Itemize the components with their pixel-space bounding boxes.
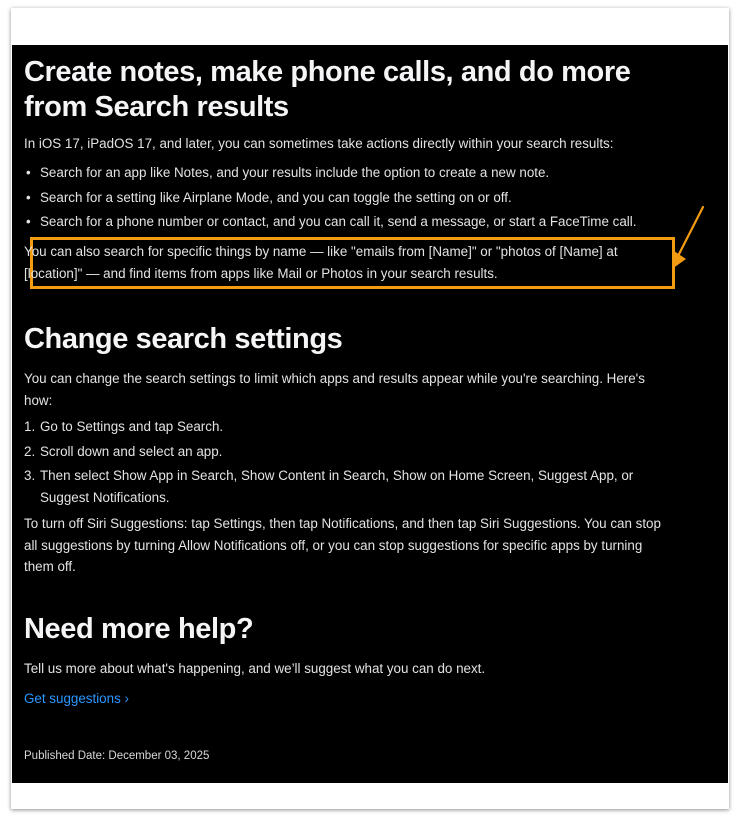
intro-paragraph: In iOS 17, iPadOS 17, and later, you can sometimes take actions directly within your search results: [24, 136, 614, 151]
bullet-marker: • [26, 189, 31, 205]
list-item [24, 416, 674, 438]
arrow-down-left-icon [672, 205, 727, 275]
actions-bullet-list [24, 162, 674, 236]
list-item-text: Search for a phone number or contact, and you can call it, send a message, or start a FaceTime call. [40, 214, 637, 229]
step-text: Then select Show App in Search, Show Content in Search, Show on Home Screen, Suggest App, or Suggest Notifications. [40, 468, 634, 505]
list-item-text: Search for an app like Notes, and your results include the option to create a new note. [40, 165, 550, 180]
step-number: 2. [24, 443, 36, 459]
page-title: Create notes, make phone calls, and do more from Search results [24, 56, 631, 123]
help-paragraph: Tell us more about what's happening, and we’ll suggest what you can do next. [24, 661, 486, 676]
step-text: Go to Settings and tap Search. [40, 419, 224, 434]
list-item [24, 187, 674, 209]
list-item-text: Search for a setting like Airplane Mode, and you can toggle the setting on or off. [40, 189, 512, 205]
siri-suggestions-paragraph: To turn off Siri Suggestions: tap Settings, then tap Notifications, and then tap Siri Suggestions. You can stop all suggestions by turning Allow Notifications off, or you can stop suggestions for specific apps by turning them off. [24, 516, 661, 574]
support-article-page [12, 45, 728, 783]
list-item [24, 211, 674, 233]
step-number: 1. [24, 419, 36, 434]
bullet-marker: • [26, 165, 31, 180]
highlighted-paragraph: You can also search for specific things by name — like "emails from [Name]" or "photos of [Name] at [location]" — and find items from apps like Mail or Photos in your search results. [24, 244, 618, 281]
list-item [24, 465, 674, 508]
settings-steps-list [24, 416, 674, 511]
step-number: 3. [24, 468, 36, 483]
section-title-change-search-settings: Change search settings [24, 323, 343, 355]
get-suggestions-link[interactable]: Get suggestions › [24, 691, 129, 706]
section-title-need-more-help: Need more help? [24, 613, 254, 645]
list-item [24, 441, 674, 463]
list-item [24, 162, 674, 184]
settings-intro-paragraph: You can change the search settings to limit which apps and results appear while you're searching. Here's how: [24, 371, 645, 408]
step-text: Scroll down and select an app. [40, 443, 223, 459]
bullet-marker: • [26, 214, 31, 229]
published-date: Published Date: December 03, 2025 [24, 750, 210, 762]
